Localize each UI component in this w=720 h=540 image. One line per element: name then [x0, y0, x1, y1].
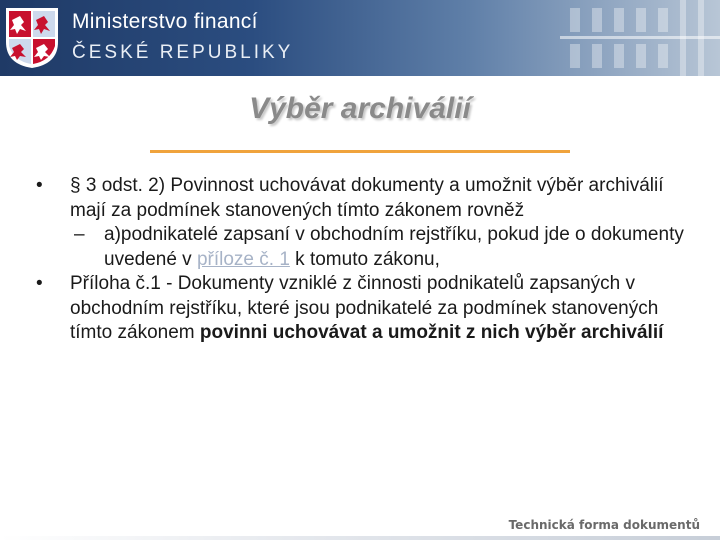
sub-bullet-text: a)podnikatelé zapsaní v obchodním rejstříku, pokud jde o dokumenty uvedené v	[104, 224, 684, 270]
title-underline	[150, 150, 570, 153]
ministry-country: ČESKÉ REPUBLIKY	[72, 42, 294, 63]
bullet-text-bold: povinni uchovávat a umožnit z nich výběr archiválií	[199, 322, 664, 343]
building-facade-icon	[530, 0, 720, 76]
footer-label: Technická forma dokumentů	[508, 518, 700, 532]
sub-bullet-item	[32, 223, 692, 272]
ministry-header	[0, 0, 720, 76]
footer-rule	[0, 536, 720, 540]
bullet-marker: •	[36, 273, 43, 294]
sub-bullet-text-end: k tomuto zákonu,	[289, 248, 440, 270]
bullet-text: § 3 odst. 2) Povinnost uchovávat dokumenty a umožnit výběr archiválií mají za podmínek stanovených tímto zákonem rovněž	[70, 175, 664, 221]
bullet-text: Příloha č.1 - Dokumenty vzniklé z činnosti podnikatelů zapsaných v obchodním rejstříku, které jsou podnikatelé za podmínek stanovených tímto zákonem	[70, 273, 659, 343]
ministry-name: Ministerstvo financí	[72, 10, 258, 33]
bullet-marker: •	[36, 175, 43, 196]
slide-content	[32, 174, 692, 346]
dash-marker: –	[74, 224, 85, 245]
annex-link[interactable]: příloze č. 1	[196, 248, 290, 270]
bullet-item	[32, 174, 692, 223]
bullet-item	[32, 272, 692, 346]
slide-title: Výběr archiválií	[249, 92, 471, 125]
coat-of-arms-icon	[4, 6, 60, 70]
